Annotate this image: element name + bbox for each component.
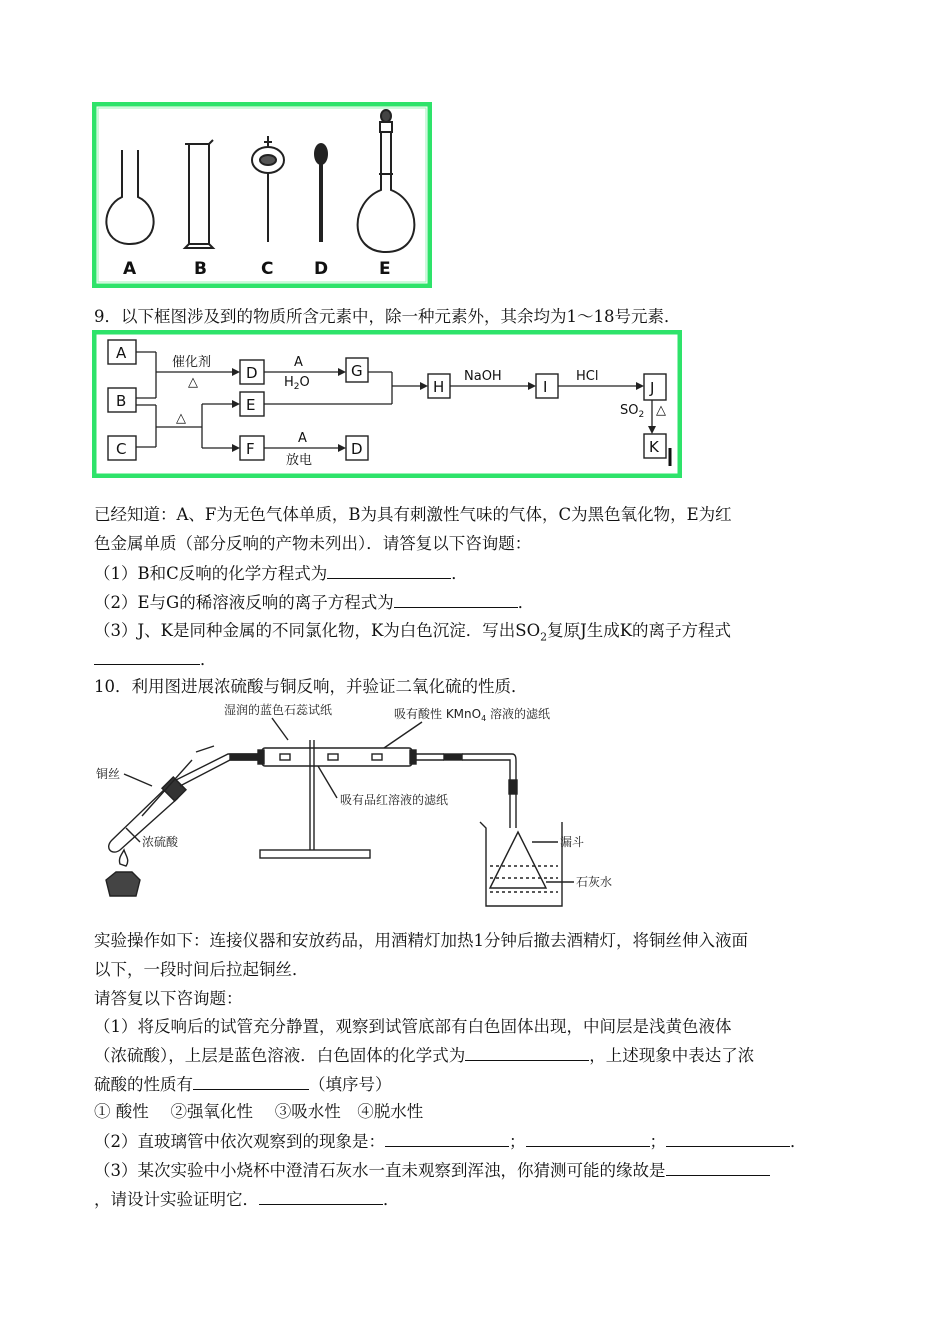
node-d: D	[246, 364, 258, 382]
apparatus-label-a: A	[123, 259, 137, 279]
node-e: E	[246, 396, 256, 414]
q9-part-1	[94, 562, 468, 585]
limewater-label: 石灰水	[576, 875, 613, 889]
q10-part-3-b-text: ，请设计实验证明它．	[94, 1190, 259, 1209]
catalyst-label: 催化剂	[172, 355, 212, 370]
q9-part-3-end: ．	[200, 650, 217, 669]
q9-part-1-end: ．	[451, 564, 468, 583]
q10-apparatus-figure	[92, 700, 652, 914]
heat-symbol-2: △	[176, 411, 186, 426]
q10-part-1-c	[94, 1073, 392, 1096]
q10-part-3-end: ．	[383, 1190, 400, 1209]
answer-blank[interactable]	[94, 648, 200, 665]
q9-part-2-end: ．	[517, 593, 535, 612]
answer-blank[interactable]	[666, 1130, 790, 1147]
litmus-label: 湿润的蓝色石蕊试纸	[224, 703, 333, 717]
heat-symbol-1: △	[188, 375, 198, 390]
q10-part-3	[94, 1159, 770, 1182]
apparatus-label-c: C	[261, 259, 274, 279]
q10-part-1-c-text: 硫酸的性质有	[94, 1075, 193, 1094]
naoh-label: NaOH	[464, 369, 502, 384]
answer-blank[interactable]	[465, 1044, 589, 1061]
answer-blank[interactable]	[394, 591, 518, 608]
q10-ask: 请答复以下咨询题：	[94, 989, 243, 1008]
q10-part-1-a: （1）将反响后的试管充分静置，观察到试管底部有白色固体出现，中间层是浅黄色液体	[94, 1017, 732, 1036]
q9-part-2	[94, 591, 534, 614]
heat-symbol-3: △	[656, 403, 666, 418]
q10-part-3-text: （3）某次实验中小烧杯中澄清石灰水一直未观察到浑浊，你猜测可能的缘故是	[94, 1161, 666, 1180]
q10-part-2-text: （2）直玻璃管中依次观察到的现象是：	[94, 1132, 385, 1151]
q9-part-3-tail: 复原J生成K的离子方程式	[547, 621, 732, 640]
q10-part-2-sep: ；	[649, 1132, 666, 1151]
q10-part-2	[94, 1130, 807, 1153]
answer-blank[interactable]	[526, 1130, 650, 1147]
q10-part-2-end: ．	[790, 1132, 807, 1151]
magenta-label: 吸有品红溶液的滤纸	[340, 793, 449, 807]
answer-blank[interactable]	[327, 562, 451, 579]
q9-flow-diagram	[92, 330, 682, 478]
node-f: F	[246, 440, 255, 458]
reagent-a-label: A	[294, 355, 303, 370]
node-j: J	[650, 379, 655, 397]
q10-part-1-b	[94, 1044, 754, 1067]
node-a: A	[116, 344, 127, 362]
reagent-a-label-2: A	[298, 431, 307, 446]
q10-options: ① 酸性 ②强氧化性 ③吸水性 ④脱水性	[94, 1102, 424, 1121]
kmno4-label: 吸有酸性 KMnO$_4$ 溶液的滤纸	[394, 707, 551, 723]
q10-op-2: 以下，一段时间后拉起铜丝．	[94, 960, 309, 979]
q10-part-2-sep: ；	[509, 1132, 526, 1151]
q10-stem: 10．利用图进展浓硫酸与铜反响，并验证二氧化硫的性质．	[94, 677, 528, 696]
q10-part-1-c-end: （填序号）	[309, 1075, 392, 1094]
node-c: C	[116, 440, 127, 458]
discharge-label: 放电	[286, 453, 313, 468]
q10-part-1-b-text: （浓硫酸），上层是蓝色溶液．白色固体的化学式为	[94, 1046, 466, 1065]
apparatus-figure	[92, 102, 432, 288]
q9-known-2: 色金属单质（部分反响的产物未列出）．请答复以下咨询题：	[94, 534, 532, 553]
node-i: I	[543, 378, 548, 396]
node-h: H	[433, 378, 445, 396]
q9-part-3-text: （3）J、K是同种金属的不同氯化物，K为白色沉淀．写出SO	[94, 621, 541, 640]
answer-blank[interactable]	[666, 1159, 770, 1176]
apparatus-label-d: D	[314, 259, 329, 279]
node-d2: D	[351, 440, 363, 458]
q9-part-1-text: （1）B和C反响的化学方程式为	[94, 564, 328, 583]
water-label: $H_2O$	[284, 375, 310, 392]
funnel-label: 漏斗	[560, 835, 585, 849]
so2-label: $SO_2$	[620, 403, 645, 420]
acid-label: 浓硫酸	[142, 835, 179, 849]
q9-part-2-text: （2）E与G的稀溶液反响的离子方程式为	[94, 593, 394, 612]
node-k: K	[649, 438, 659, 456]
hcl-label: HCl	[576, 369, 599, 384]
q9-part-3	[94, 620, 731, 648]
answer-blank[interactable]	[385, 1130, 509, 1147]
q10-op-1: 实验操作如下：连接仪器和安放药品，用酒精灯加热1分钟后撤去酒精灯，将铜丝伸入液面	[94, 931, 748, 950]
q9-part-3-cont	[94, 648, 217, 671]
apparatus-label-e: E	[379, 259, 391, 279]
q9-stem: 9．以下框图涉及到的物质所含元素中，除一种元素外，其余均为1～18号元素．	[94, 307, 681, 326]
q10-part-1-b-end: ，上述现象中表达了浓	[589, 1046, 755, 1065]
answer-blank[interactable]	[259, 1188, 383, 1205]
answer-blank[interactable]	[193, 1073, 309, 1090]
node-b: B	[116, 392, 127, 410]
q9-part-3-sub: 2	[540, 630, 548, 644]
q10-part-3-b	[94, 1188, 400, 1211]
node-g: G	[351, 362, 363, 380]
apparatus-label-b: B	[194, 259, 207, 279]
q9-known-1: 已经知道：A、F为无色气体单质，B为具有刺激性气味的气体，C为黑色氧化物，E为红	[94, 505, 732, 524]
copper-label: 铜丝	[96, 767, 121, 781]
